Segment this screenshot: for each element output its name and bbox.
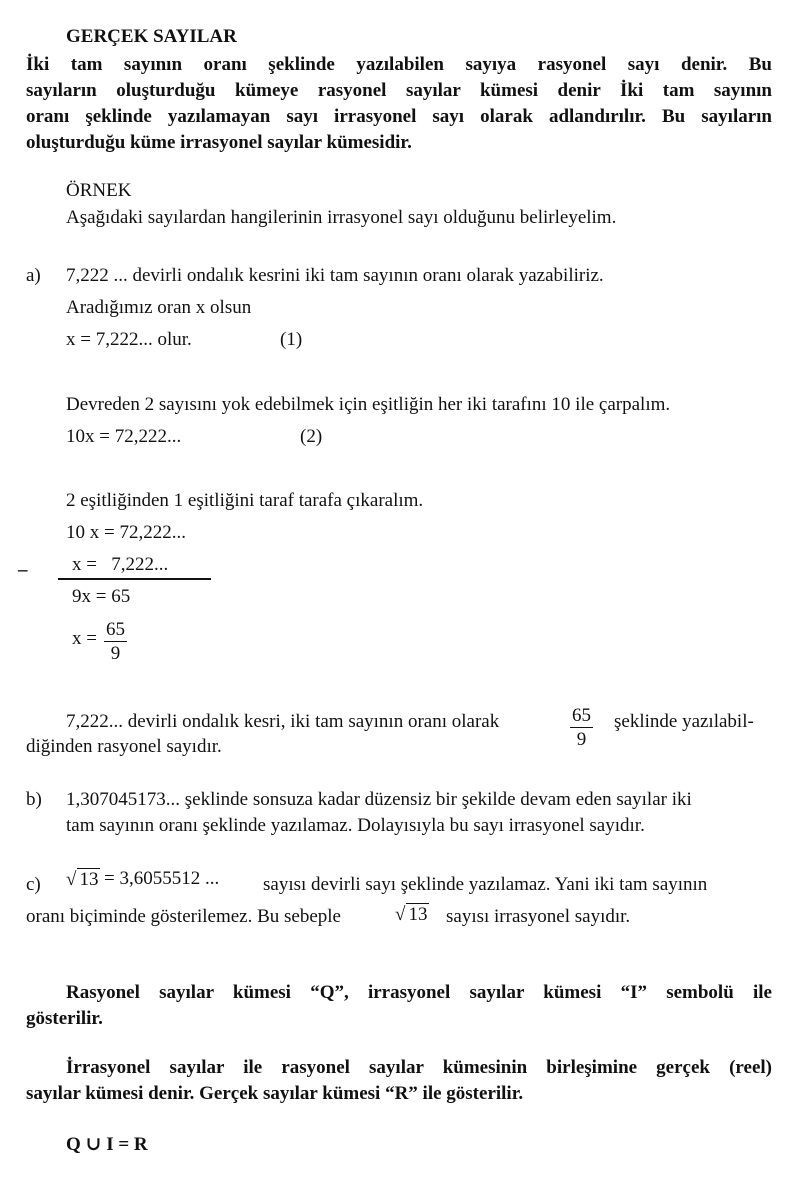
part-c-text-2: oranı biçiminde gösterilemez. Bu sebeple	[26, 906, 341, 927]
part-c-label: c)	[26, 874, 41, 895]
minus-sign: _	[18, 553, 28, 574]
sqrt-13-inline	[395, 903, 429, 926]
sqrt-radicand-inline: 13	[408, 904, 428, 925]
example-heading: ÖRNEK	[66, 180, 132, 201]
conclusion-text-end: şeklinde yazılabil-	[614, 711, 754, 732]
part-a-label: a)	[26, 265, 41, 286]
symbols-line-2: gösterilir.	[26, 1008, 103, 1029]
sqrt-icon: √	[66, 869, 77, 890]
sqrt-icon: √	[395, 904, 406, 925]
sqrt-13	[66, 868, 100, 891]
page-title: GERÇEK SAYILAR	[66, 26, 237, 47]
part-a-line-3: Devreden 2 sayısını yok edebilmek için eşitliğin her iki tarafını 10 ile çarpalım.	[66, 394, 671, 415]
part-b-label: b)	[26, 789, 42, 810]
fraction-numerator: 65	[106, 619, 125, 640]
part-a-line-2: Aradığımız oran x olsun	[66, 297, 252, 318]
part-b-line-2: tam sayının oranı şeklinde yazılamaz. Dolayısıyla bu sayı irrasyonel sayıdır.	[66, 815, 645, 836]
equation-1-ref: (1)	[280, 329, 303, 350]
subtraction-top: 10 x = 72,222...	[66, 522, 186, 543]
subtraction-result: 9x = 65	[72, 586, 131, 607]
part-c-text-3: sayısı irrasyonel sayıdır.	[446, 906, 631, 927]
equation-2-ref: (2)	[300, 426, 323, 447]
part-a-line-4: 2 eşitliğinden 1 eşitliğini taraf tarafa çıkaralım.	[66, 490, 424, 511]
intro-line-4: oluşturduğu küme irrasyonel sayılar kümesidir.	[26, 132, 412, 153]
intro-line-1: İki tam sayının oranı şeklinde yazılabilen sayıya rasyonel sayı denir. Bu	[26, 54, 772, 75]
intro-line-3: oranı şeklinde yazılamayan sayı irrasyonel sayı olarak adlandırılır. Bu sayıların	[26, 106, 772, 127]
conclusion-text: 7,222... devirli ondalık kesri, iki tam sayının oranı olarak	[66, 711, 500, 732]
conclusion-fraction-denominator: 9	[576, 729, 587, 750]
conclusion-fraction-numerator: 65	[572, 705, 591, 726]
part-a-line-1: 7,222 ... devirli ondalık kesrini iki tam sayının oranı olarak yazabiliriz.	[66, 265, 604, 286]
part-c-text-1: sayısı devirli sayı şeklinde yazılamaz. Yani iki tam sayının	[263, 874, 708, 895]
example-prompt: Aşağıdaki sayılardan hangilerinin irrasyonel sayı olduğunu belirleyelim.	[66, 207, 617, 228]
real-line-1: İrrasyonel sayılar ile rasyonel sayılar kümesinin birleşimine gerçek (reel)	[66, 1057, 772, 1078]
intro-line-2: sayıların oluşturduğu kümeye rasyonel sayılar kümesi denir İki tam sayının	[26, 80, 772, 101]
part-b-line-1: 1,307045173... şeklinde sonsuza kadar düzensiz bir şekilde devam eden sayılar iki	[66, 789, 692, 810]
equation-2: 10x = 72,222...	[66, 426, 182, 447]
conclusion-line-2: diğinden rasyonel sayıdır.	[26, 736, 222, 757]
fraction-denominator: 9	[110, 643, 121, 664]
sqrt-value: = 3,6055512 ...	[104, 868, 220, 889]
conclusion-fraction	[570, 706, 593, 750]
equation-1: x = 7,222... olur.	[66, 329, 192, 350]
real-line-2: sayılar kümesi denir. Gerçek sayılar kümesi “R” ile gösterilir.	[26, 1083, 524, 1104]
subtraction-bottom: x = 7,222...	[72, 554, 169, 575]
fraction-65-over-9	[104, 620, 127, 664]
symbols-line-1: Rasyonel sayılar kümesi “Q”, irrasyonel sayılar kümesi “I” sembolü ile	[66, 982, 772, 1003]
subtraction-line	[58, 578, 211, 580]
sqrt-radicand: 13	[79, 869, 99, 890]
x-equals: x =	[72, 628, 97, 649]
union-formula: Q ∪ I = R	[66, 1134, 148, 1155]
